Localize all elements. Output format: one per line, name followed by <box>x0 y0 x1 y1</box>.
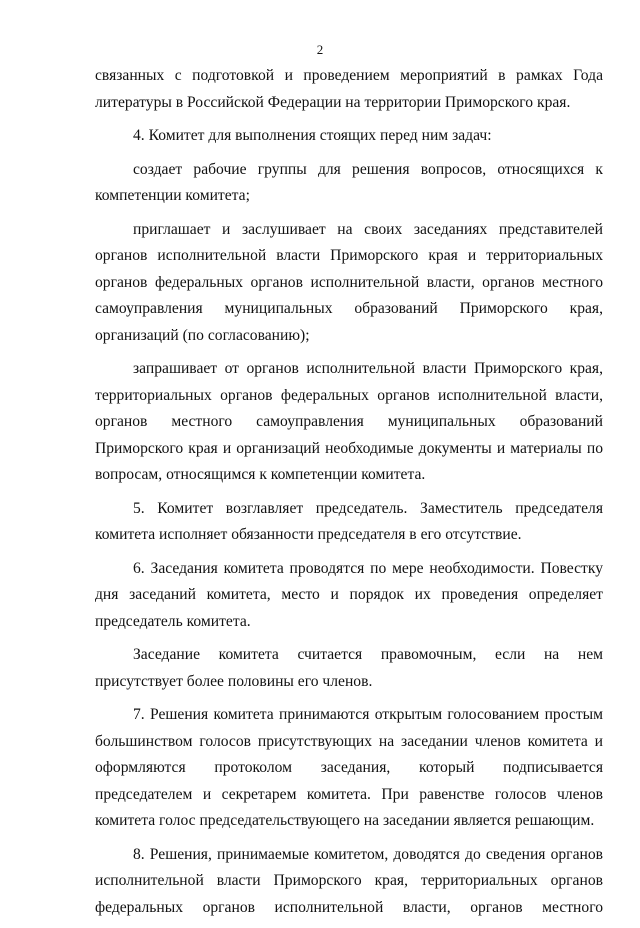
paragraph-request: запрашивает от органов исполнительной власти Приморского края, территориальных органов федеральных органов исполнительной власти, органов местного самоуправления муниципальных образований Приморского края и организаций необходимые документы и материалы по вопросам, относящимся к компетенции комитета. <box>95 360 603 483</box>
paragraph-quorum: Заседание комитета считается правомочным, если на нем присутствует более половины его членов. <box>95 646 603 690</box>
paragraph-item-5: 5. Комитет возглавляет председатель. Заместитель председателя комитета исполняет обязанности председателя в его отсутствие. <box>95 499 603 543</box>
document-body <box>95 63 603 928</box>
paragraph-item-8: 8. Решения, принимаемые комитетом, доводятся до сведения органов исполнительной власти Приморского края, территориальных органов федеральных органов исполнительной власти, органов местного <box>95 845 603 916</box>
paragraph-invite: приглашает и заслушивает на своих заседаниях представителей органов исполнительной власти Приморского края и территориальных органов федеральных органов исполнительной власти, органов местного самоуправления муниципальных образований Приморского края, организаций (по согласованию); <box>95 220 603 344</box>
paragraph-item-7: 7. Решения комитета принимаются открытым голосованием простым большинством голосов присутствующих на заседании членов комитета и оформляются протоколом заседания, который подписывается председателем и секретарем комитета. При равенстве голосов членов комитета голос председательствующего на заседании является решающим. <box>95 706 603 829</box>
paragraph-item-4: 4. Комитет для выполнения стоящих перед ним задач: <box>133 127 492 144</box>
paragraph-create-groups: создает рабочие группы для решения вопросов, относящихся к компетенции комитета; <box>95 160 603 204</box>
paragraph-continuation: связанных с подготовкой и проведением мероприятий в рамках Года литературы в Российской Федерации на территории Приморского края. <box>95 67 603 111</box>
page-number: 2 <box>316 42 324 57</box>
paragraph-item-6: 6. Заседания комитета проводятся по мере необходимости. Повестку дня заседаний комитета, место и порядок их проведения определяет председатель комитета. <box>95 559 603 630</box>
